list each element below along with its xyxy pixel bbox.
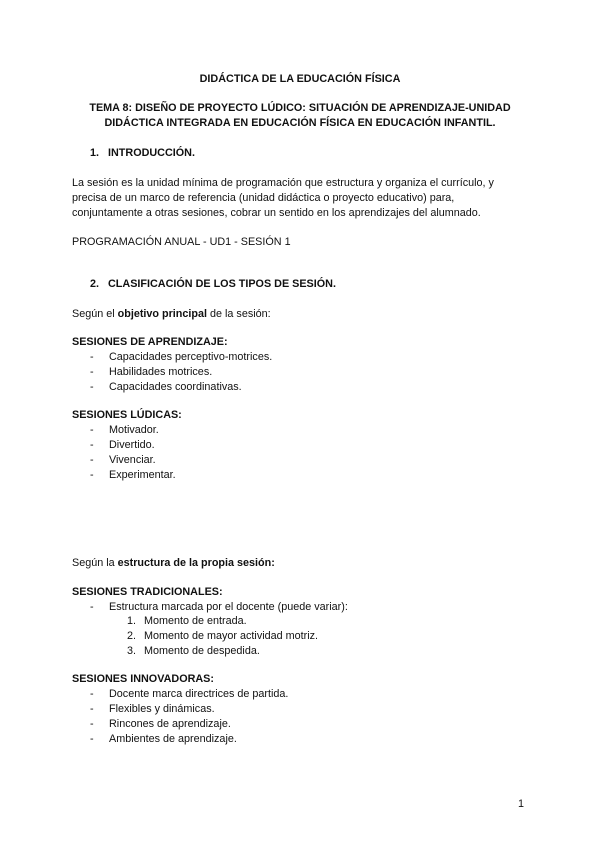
programacion-line: PROGRAMACIÓN ANUAL - UD1 - SESIÓN 1 [72, 236, 291, 248]
numbered-item: Momento de despedida. [144, 645, 260, 657]
aprendizaje-heading: SESIONES DE APRENDIZAJE: [72, 336, 228, 348]
list-item: Estructura marcada por el docente (puede variar): [109, 601, 348, 613]
bullet-dash: - [90, 733, 94, 745]
list-item: Docente marca directrices de partida. [109, 688, 289, 700]
ludicas-heading: SESIONES LÚDICAS: [72, 409, 182, 421]
list-item: Flexibles y dinámicas. [109, 703, 215, 715]
numbered-item-marker: 2. [127, 630, 137, 642]
numbered-item-marker: 3. [127, 645, 137, 657]
bullet-dash: - [90, 351, 94, 363]
tema-title-line-1: TEMA 8: DISEÑO DE PROYECTO LÚDICO: SITUACIÓN DE APRENDIZAJE-UNIDAD [89, 102, 511, 114]
section-2-number: 2. [90, 278, 100, 290]
list-item: Capacidades coordinativas. [109, 381, 242, 393]
numbered-item: Momento de mayor actividad motriz. [144, 630, 319, 642]
tradicionales-heading: SESIONES TRADICIONALES: [72, 586, 223, 598]
section-2-title: CLASIFICACIÓN DE LOS TIPOS DE SESIÓN. [108, 278, 336, 290]
innovadoras-heading: SESIONES INNOVADORAS: [72, 673, 214, 685]
bullet-dash: - [90, 454, 94, 466]
section-1-title: INTRODUCCIÓN. [108, 147, 195, 159]
section-1-number: 1. [90, 147, 100, 159]
intro-paragraph-line-3: conjuntamente a otras sesiones, cobrar un sentido en los aprendizajes del alumnado. [72, 207, 481, 219]
list-item: Rincones de aprendizaje. [109, 718, 231, 730]
bullet-dash: - [90, 601, 94, 613]
page-number: 1 [518, 798, 525, 810]
tema-title-line-2: DIDÁCTICA INTEGRADA EN EDUCACIÓN FÍSICA EN EDUCACIÓN INFANTIL. [104, 117, 496, 129]
list-item: Motivador. [109, 424, 159, 436]
segun-estructura-line: Según la estructura de la propia sesión: [72, 557, 275, 569]
intro-paragraph-line-2: precisa de un marco de referencia (unidad didáctica o proyecto educativo) para, [72, 192, 455, 204]
segun-objetivo-line: Según el objetivo principal de la sesión: [72, 308, 271, 320]
list-item: Ambientes de aprendizaje. [109, 733, 237, 745]
bullet-dash: - [90, 439, 94, 451]
document-title: DIDÁCTICA DE LA EDUCACIÓN FÍSICA [199, 73, 401, 85]
bullet-dash: - [90, 381, 94, 393]
list-item: Habilidades motrices. [109, 366, 213, 378]
numbered-item-marker: 1. [127, 615, 137, 627]
bullet-dash: - [90, 424, 94, 436]
list-item: Capacidades perceptivo-motrices. [109, 351, 273, 363]
bullet-dash: - [90, 688, 94, 700]
numbered-item: Momento de entrada. [144, 615, 247, 627]
list-item: Vivenciar. [109, 454, 156, 466]
bullet-dash: - [90, 469, 94, 481]
bullet-dash: - [90, 366, 94, 378]
intro-paragraph-line-1: La sesión es la unidad mínima de programación que estructura y organiza el currículo, y [72, 177, 494, 189]
bullet-dash: - [90, 703, 94, 715]
bullet-dash: - [90, 718, 94, 730]
list-item: Divertido. [109, 439, 155, 451]
list-item: Experimentar. [109, 469, 176, 481]
